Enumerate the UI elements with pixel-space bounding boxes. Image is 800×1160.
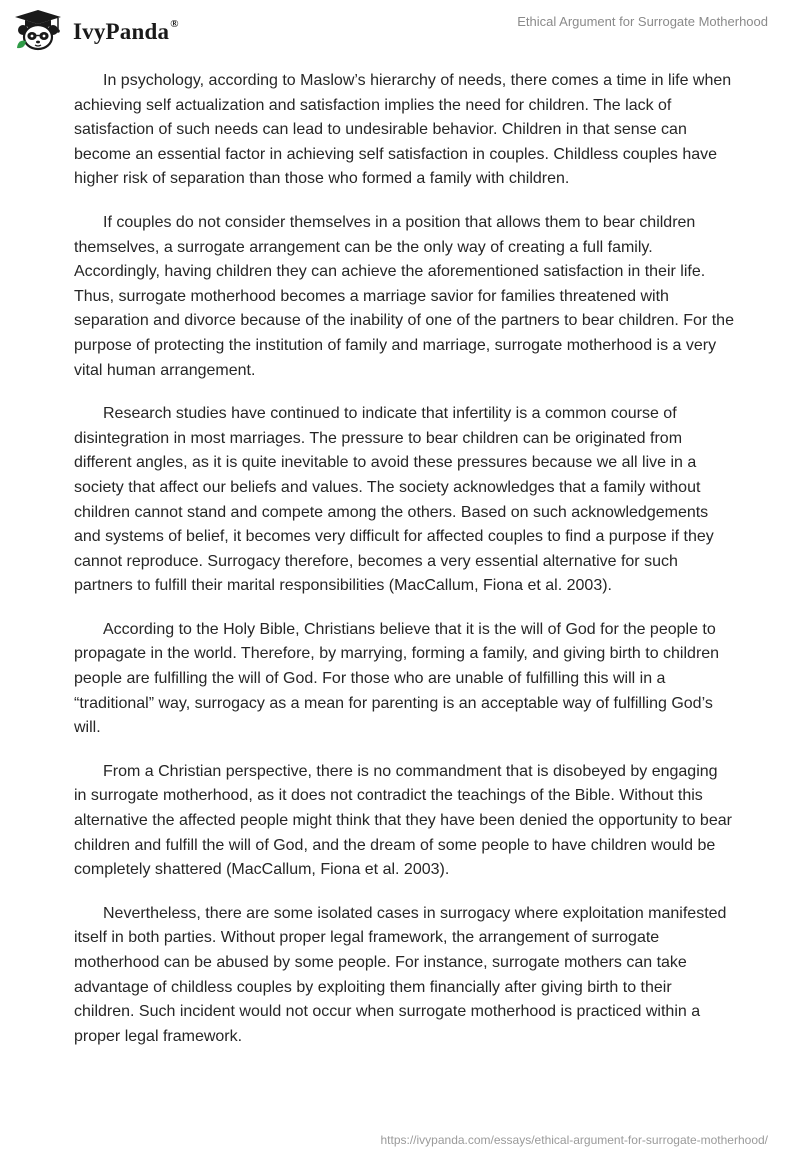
paragraph: According to the Holy Bible, Christians believe that it is the will of God for the people to propagate in the world. Therefore, by marrying, forming a family, and giving birth to children people are fulfilling the will of God. For those who are unable of fulfilling this will in a “traditional” way, surrogacy as a mean for parenting is an acceptable way of fulfilling God’s will. <box>74 620 720 737</box>
paragraph: In psychology, according to Maslow’s hierarchy of needs, there comes a time in life when achieving self actualization and satisfaction implies the need for children. The lack of satisfaction of such needs can lead to undesirable behavior. Children in that sense can become an essential factor in achieving self satisfaction in couples. Childless couples have higher risk of separation than those who formed a family with children. <box>74 72 732 188</box>
essay-body <box>74 69 734 1068</box>
paragraph: From a Christian perspective, there is no commandment that is disobeyed by engaging in surrogate motherhood, as it does not contradict the teachings of the Bible. Without this alternative the affected people might think that they have been denied the opportunity to bear children and fulfill the will of God, and the dream of some people to have children would be completely shattered (MacCallum, Fiona et al. 2003). <box>74 762 732 879</box>
registered-mark: ® <box>170 17 179 30</box>
source-url-link[interactable]: https://ivypanda.com/essays/ethical-argument-for-surrogate-motherhood/ <box>380 1133 768 1147</box>
brand-name: IvyPanda® <box>73 17 179 44</box>
document-title: Ethical Argument for Surrogate Motherhood <box>517 14 768 29</box>
paragraph: Nevertheless, there are some isolated cases in surrogacy where exploitation manifested itself in both parties. Without proper legal framework, the arrangement of surrogate motherhood can be abused by some people. For instance, surrogate mothers can take advantage of childless couples by exploiting them financially after giving birth to their children. Such incident would not occur when surrogate motherhood is practiced within a proper legal framework. <box>74 904 727 1045</box>
panda-graduate-icon <box>13 8 69 52</box>
paragraph: If couples do not consider themselves in a position that allows them to bear children themselves, a surrogate arrangement can be the only way of creating a full family. Accordingly, having children they can achieve the aforementioned satisfaction in their life. Thus, surrogate motherhood becomes a marriage savior for families threatened with separation and divorce because of the inability of one of the partners to bear children. For the purpose of protecting the institution of family and marriage, surrogate motherhood is a very vital human arrangement. <box>74 213 734 379</box>
paragraph: Research studies have continued to indicate that infertility is a common course of disintegration in most marriages. The pressure to bear children can be originated from different angles, as it is quite inevitable to avoid these pressures because we all live in a society that affect our beliefs and values. The society acknowledges that a family without children cannot stand and compete among the others. Based on such acknowledgements and systems of belief, it becomes very difficult for affected couples to find a purpose if they cannot reproduce. Surrogacy therefore, becomes a very essential alternative for such partners to fulfill their marital responsibilities (MacCallum, Fiona et al. 2003). <box>74 405 714 595</box>
page-header <box>0 0 800 56</box>
ivypanda-logo[interactable] <box>13 8 179 52</box>
